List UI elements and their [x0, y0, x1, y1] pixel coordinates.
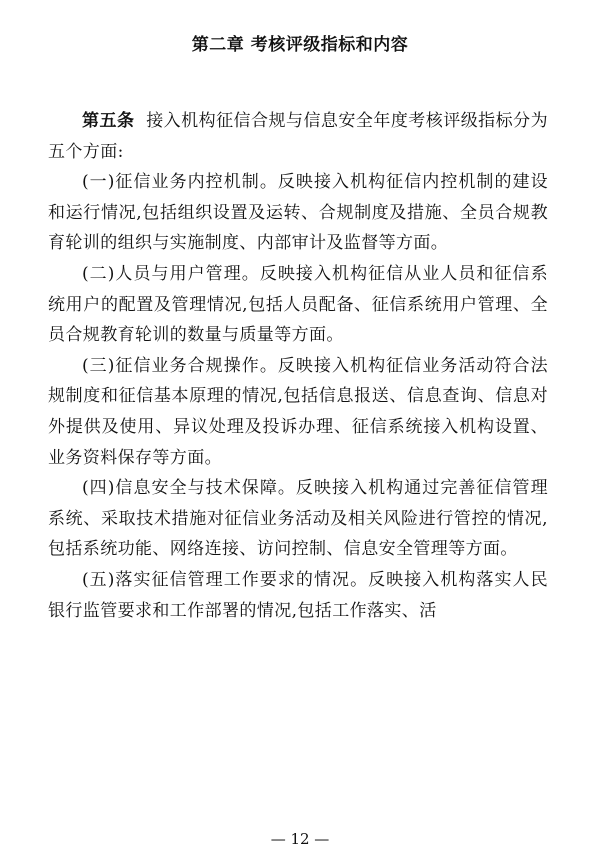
chapter-title: 第二章 考核评级指标和内容 [191, 35, 409, 55]
item-paragraph-3: (三)征信业务合规操作。反映接入机构征信业务活动符合法规制度和征信基本原理的情况,包括信息报送、信息查询、信息对外提供及使用、异议处理及投诉办理、征信系统接入机构设置、业务资料保存等方面。 [48, 355, 548, 468]
article-paragraph [48, 106, 548, 167]
item-paragraph-2: (二)人员与用户管理。反映接入机构征信从业人员和征信系统用户的配置及管理情况,包括人员配备、征信系统用户管理、全员合规教育轮训的数量与质量等方面。 [48, 263, 548, 346]
item-paragraph-4: (四)信息安全与技术保障。反映接入机构通过完善征信管理系统、采取技术措施对征信业务活动及相关风险进行管控的情况,包括系统功能、网络连接、访问控制、信息安全管理等方面。 [48, 478, 548, 560]
body-text [48, 106, 548, 626]
article-label: 第五条 [82, 111, 135, 131]
item-paragraph-1: (一)征信业务内控机制。反映接入机构征信内控机制的建设和运行情况,包括组织设置及运转、合规制度及措施、全员合规教育轮训的组织与实施制度、内部审计及监督等方面。 [48, 172, 548, 254]
page-number: — 12 — [270, 830, 330, 848]
article-text: 接入机构征信合规与信息安全年度考核评级指标分为五个方面: [48, 111, 549, 162]
item-paragraph-5: (五)落实征信管理工作要求的情况。反映接入机构落实人民银行监管要求和工作部署的情况,包括工作落实、活 [48, 569, 548, 621]
